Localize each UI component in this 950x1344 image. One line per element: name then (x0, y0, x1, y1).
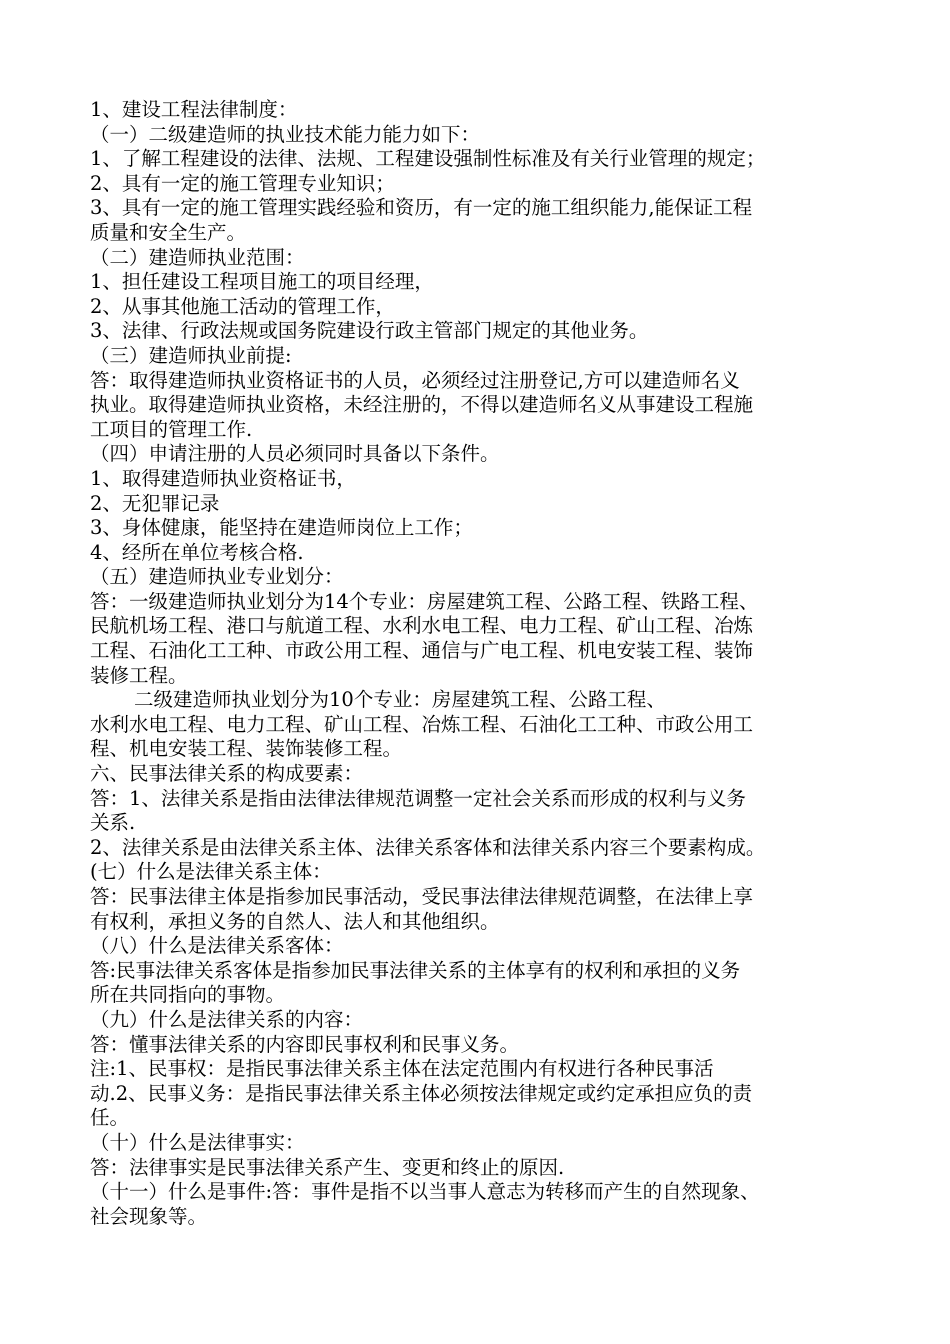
section-2-heading: （二）建造师执业范围： (90, 245, 305, 269)
section-4-heading: （四）申请注册的人员必须同时具备以下条件。 (90, 442, 500, 466)
text-line: 所在共同指向的事物。 (90, 983, 286, 1007)
section-5-heading: （五）建造师执业专业划分： (90, 565, 344, 589)
text-line: 3、身体健康，能坚持在建造师岗位上工作； (90, 516, 473, 540)
section-10-heading: （十）什么是法律事实： (90, 1130, 305, 1154)
text-line: 注:1、民事权：是指民事法律关系主体在法定范围内有权进行各种民事活 (90, 1057, 714, 1081)
text-line: 答：民事法律主体是指参加民事活动，受民事法律法律规范调整，在法律上享 (90, 885, 754, 908)
section-7-heading: (七）什么是法律关系主体： (90, 860, 332, 884)
text-line: 2、法律关系是由法律关系主体、法律关系客体和法律关系内容三个要素构成。 (90, 835, 766, 859)
section-3-heading: （三）建造师执业前提: (90, 343, 292, 367)
text-line: 执业。取得建造师执业资格，未经注册的，不得以建造师名义从事建设工程施 (90, 393, 754, 417)
section-8-heading: （八）什么是法律关系客体： (90, 934, 344, 958)
text-line: 1、了解工程建设的法律、法规、工程建设强制性标准及有关行业管理的规定； (90, 147, 766, 171)
text-line: 2、从事其他施工活动的管理工作， (90, 294, 395, 318)
document-body (90, 98, 870, 1229)
text-line: 答：懂事法律关系的内容即民事权利和民事义务。 (90, 1032, 520, 1056)
text-line: 水利水电工程、电力工程、矿山工程、冶炼工程、石油化工工种、市政公用工 (90, 712, 754, 736)
text-line: 答：取得建造师执业资格证书的人员，必须经过注册登记,方可以建造师名义 (90, 368, 740, 392)
section-9-heading: （九）什么是法律关系的内容： (90, 1007, 364, 1031)
text-line: 4、经所在单位考核合格. (90, 540, 304, 564)
heading-construction-law: 1、建设工程法律制度： (90, 98, 298, 121)
text-line: 3、具有一定的施工管理实践经验和资历，有一定的施工组织能力,能保证工程 (90, 196, 753, 220)
text-line: 答：法律事实是民事法律关系产生、变更和终止的原因. (90, 1155, 565, 1179)
text-line: 3、法律、行政法规或国务院建设行政主管部门规定的其他业务。 (90, 319, 649, 343)
text-line: 民航机场工程、港口与航道工程、水利水电工程、电力工程、矿山工程、冶炼 (90, 614, 754, 638)
text-line: 答：一级建造师执业划分为14个专业：房屋建筑工程、公路工程、铁路工程、 (90, 589, 759, 613)
text-line: 关系. (90, 811, 136, 835)
text-line: 2、具有一定的施工管理专业知识； (90, 171, 395, 195)
text-line: 动.2、民事义务：是指民事法律关系主体必须按法律规定或约定承担应负的责 (90, 1081, 753, 1105)
section-11-heading: （十一）什么是事件:答：事件是指不以当事人意志为转移而产生的自然现象、 (90, 1180, 760, 1204)
text-line-indented: 二级建造师执业划分为10个专业：房屋建筑工程、公路工程、 (134, 688, 666, 712)
text-line: 2、无犯罪记录 (90, 491, 220, 515)
text-line: 1、取得建造师执业资格证书， (90, 466, 356, 490)
text-line: 社会现象等。 (90, 1204, 208, 1228)
section-1-heading: （一）二级建造师的执业技术能力能力如下： (90, 122, 481, 146)
text-line: 工项目的管理工作. (90, 417, 253, 441)
text-line: 工程、石油化工工种、市政公用工程、通信与广电工程、机电安装工程、装饰 (90, 639, 754, 663)
text-line: 任。 (90, 1106, 130, 1130)
text-line: 装修工程。 (90, 663, 188, 687)
text-line: 有权利，承担义务的自然人、法人和其他组织。 (90, 909, 500, 933)
text-line: 1、担任建设工程项目施工的项目经理， (90, 270, 434, 294)
text-line: 答：1、法律关系是指由法律法律规范调整一定社会关系而形成的权利与义务 (90, 786, 746, 810)
text-line: 答:民事法律关系客体是指参加民事法律关系的主体享有的权利和承担的义务 (90, 958, 741, 982)
text-line: 质量和安全生产。 (90, 220, 247, 244)
text-line: 程、机电安装工程、装饰装修工程。 (90, 737, 403, 761)
section-6-heading: 六、民事法律关系的构成要素： (90, 762, 364, 786)
